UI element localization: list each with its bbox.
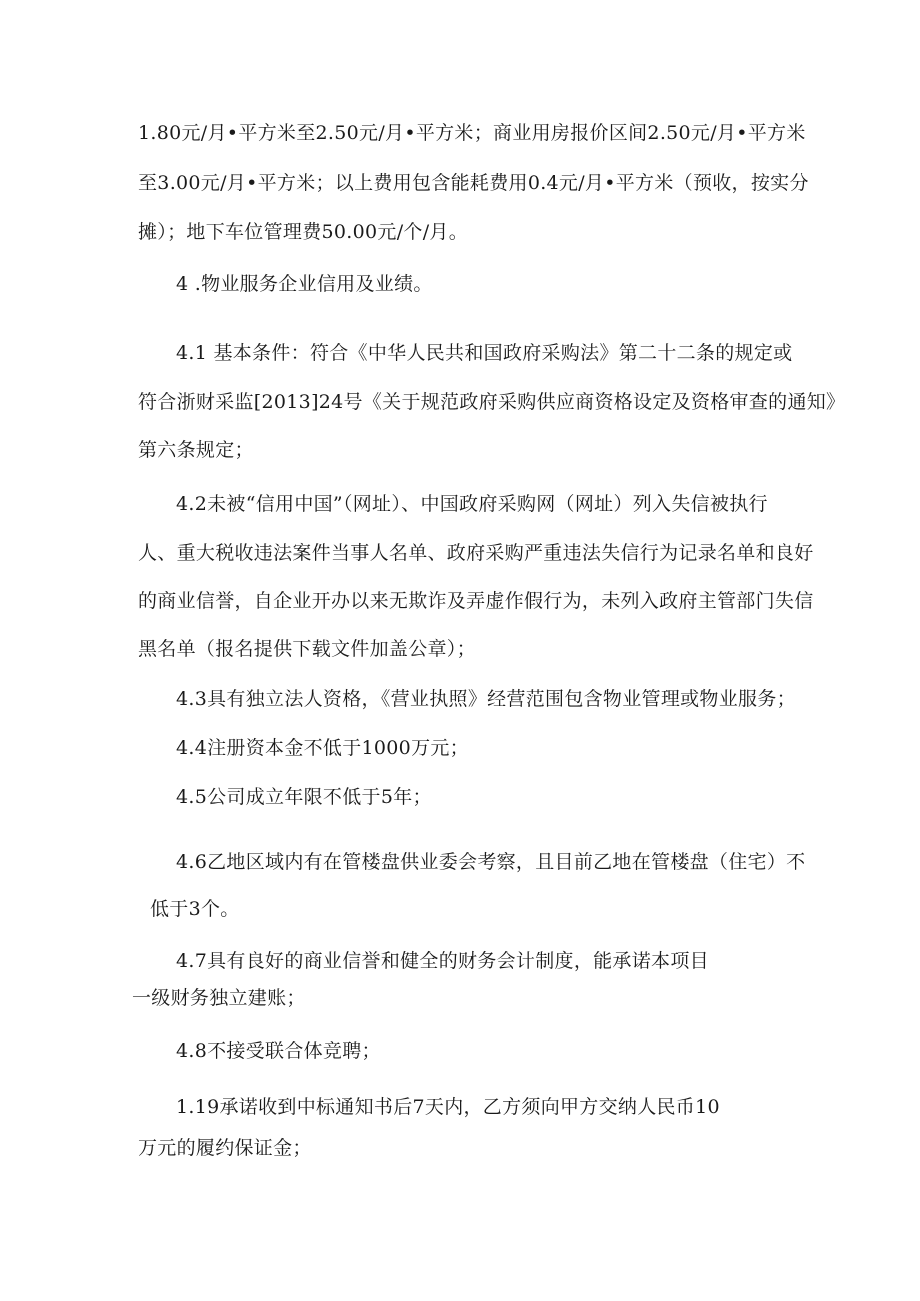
paragraph-fee-line-2: 至3.00元/月•平方米；以上费用包含能耗费用0.4元/月•平方米（预收，按实分 <box>138 172 809 194</box>
paragraph-4-7-line-1: 4.7具有良好的商业信誉和健全的财务会计制度，能承诺本项目 <box>176 950 709 972</box>
paragraph-4-2-line-2: 人、重大税收违法案件当事人名单、政府采购严重违法失信行为记录名单和良好 <box>138 542 814 564</box>
paragraph-4-5: 4.5公司成立年限不低于5年； <box>176 786 432 808</box>
paragraph-1-19-line-2: 万元的履约保证金； <box>138 1137 312 1159</box>
paragraph-4-8: 4.8不接受联合体竞聘； <box>176 1040 381 1062</box>
paragraph-1-19-line-1: 1.19承诺收到中标通知书后7天内，乙方须向甲方交纳人民币10 <box>176 1096 720 1118</box>
paragraph-4-3: 4.3具有独立法人资格，《营业执照》经营范围包含物业管理或物业服务； <box>176 688 796 710</box>
section-heading-credit: 4 .物业服务企业信用及业绩。 <box>176 273 433 295</box>
paragraph-4-2-line-1: 4.2未被“信用中国”（网址）、中国政府采购网（网址）列入失信被执行 <box>176 493 768 515</box>
paragraph-4-4: 4.4注册资本金不低于1000万元； <box>176 737 469 759</box>
paragraph-4-1-line-2: 符合浙财采监[2013]24号《关于规范政府采购供应商资格设定及资格审查的通知》 <box>138 391 846 413</box>
paragraph-4-1-line-3: 第六条规定； <box>138 439 254 461</box>
paragraph-4-1-line-1: 4.1 基本条件：符合《中华人民共和国政府采购法》第二十二条的规定或 <box>176 342 793 364</box>
paragraph-4-6-line-2: 低于3个。 <box>150 898 240 920</box>
paragraph-4-7-line-2: 一级财务独立建账； <box>132 987 306 1009</box>
paragraph-4-6-line-1: 4.6乙地区域内有在管楼盘供业委会考察，且目前乙地在管楼盘（住宅）不 <box>176 851 806 873</box>
paragraph-4-2-line-4: 黑名单（报名提供下载文件加盖公章）； <box>138 638 476 660</box>
paragraph-fee-line-3: 摊）；地下车位管理费50.00元/个/月。 <box>138 221 468 243</box>
paragraph-4-2-line-3: 的商业信誉，自企业开办以来无欺诈及弄虚作假行为，未列入政府主管部门失信 <box>138 590 814 612</box>
paragraph-fee-line-1: 1.80元/月•平方米至2.50元/月•平方米；商业用房报价区间2.50元/月•平方米 <box>138 122 806 144</box>
